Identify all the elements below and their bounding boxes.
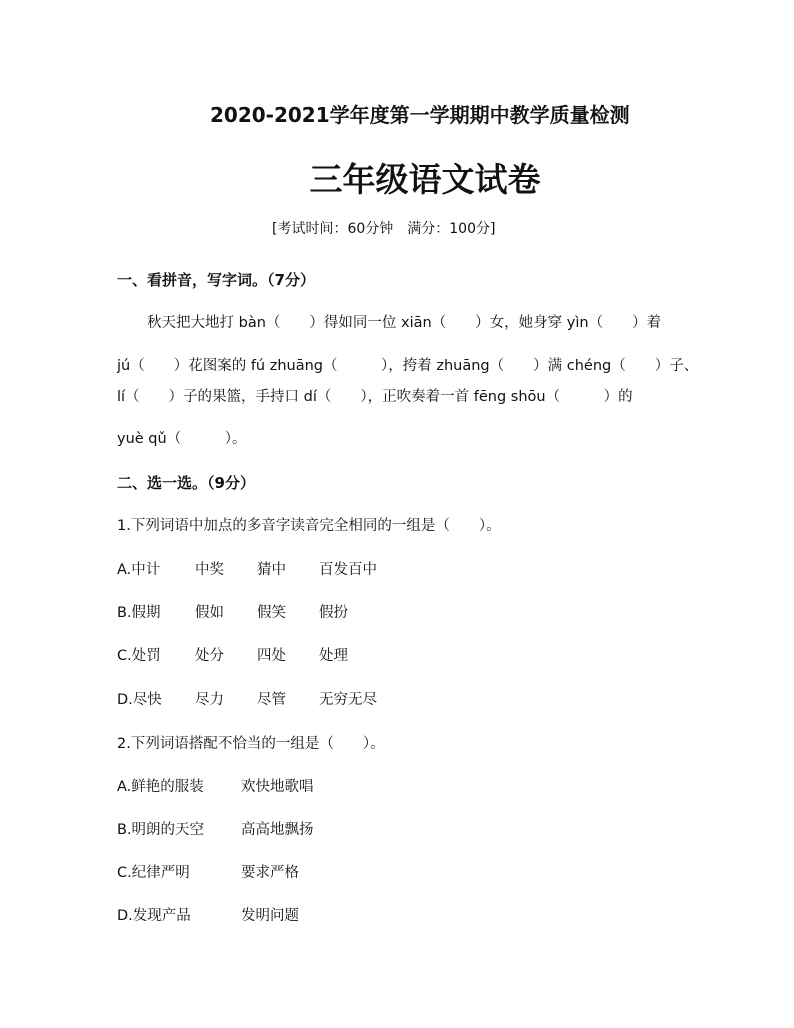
q2-option-d-phrase-2: 发明问题 — [241, 908, 299, 924]
q1-option-a-word-2: 中奖 — [195, 562, 224, 578]
question1-stem: 1.下列词语中加点的多音字读音完全相同的一组是（ ）。 — [117, 518, 501, 534]
exam-header-line: 2020-2021学年度第一学期期中教学质量检测 — [210, 103, 630, 127]
q1-option-d-word-1: D.尽快 — [117, 692, 162, 708]
section2-heading: 二、选一选。（9分） — [117, 474, 255, 492]
q1-option-a-word-4: 百发百中 — [319, 562, 377, 578]
exam-info: [考试时间：60分钟 满分：100分] — [272, 221, 496, 237]
q1-option-b-word-1: B.假期 — [117, 605, 161, 621]
section1-line-4: yuè qǔ（ ）。 — [117, 431, 247, 447]
q2-option-c-phrase-1: C.纪律严明 — [117, 865, 190, 881]
section1-heading: 一、看拼音，写字词。（7分） — [117, 271, 315, 289]
q2-option-b-phrase-1: B.明朗的天空 — [117, 822, 205, 838]
q2-option-c-phrase-2: 要求严格 — [241, 865, 299, 881]
section1-line-3: lí（ ）子的果篮，手持口 dí（ ），正吹奏着一首 fēng shōu（ ）的 — [117, 389, 633, 405]
question2-stem: 2.下列词语搭配不恰当的一组是（ ）。 — [117, 736, 385, 752]
q1-option-c-word-4: 处理 — [319, 648, 348, 664]
q1-option-c-word-2: 处分 — [195, 648, 224, 664]
q1-option-c-word-3: 四处 — [257, 648, 286, 664]
section1-line-2: jú（ ）花图案的 fú zhuāng（ ），挎着 zhuāng（ ）满 chéng（ ）子、 — [117, 358, 699, 374]
q1-option-c-word-1: C.处罚 — [117, 648, 161, 664]
q1-option-d-word-4: 无穷无尽 — [319, 692, 377, 708]
q2-option-b-phrase-2: 高高地飘扬 — [241, 822, 314, 838]
q1-option-b-word-2: 假如 — [195, 605, 224, 621]
q1-option-a-word-1: A.中计 — [117, 562, 161, 578]
q1-option-d-word-2: 尽力 — [195, 692, 224, 708]
q1-option-a-word-3: 猜中 — [257, 562, 286, 578]
q1-option-d-word-3: 尽管 — [257, 692, 286, 708]
q1-option-b-word-4: 假扮 — [319, 605, 348, 621]
exam-title: 三年级语文试卷 — [309, 160, 541, 199]
q2-option-a-phrase-1: A.鲜艳的服装 — [117, 779, 204, 795]
q1-option-b-word-3: 假笑 — [257, 605, 286, 621]
q2-option-d-phrase-1: D.发现产品 — [117, 908, 191, 924]
section1-line-1: 秋天把大地打 bàn（ ）得如同一位 xiān（ ）女，她身穿 yìn（ ）着 — [147, 315, 662, 331]
q2-option-a-phrase-2: 欢快地歌唱 — [241, 779, 314, 795]
